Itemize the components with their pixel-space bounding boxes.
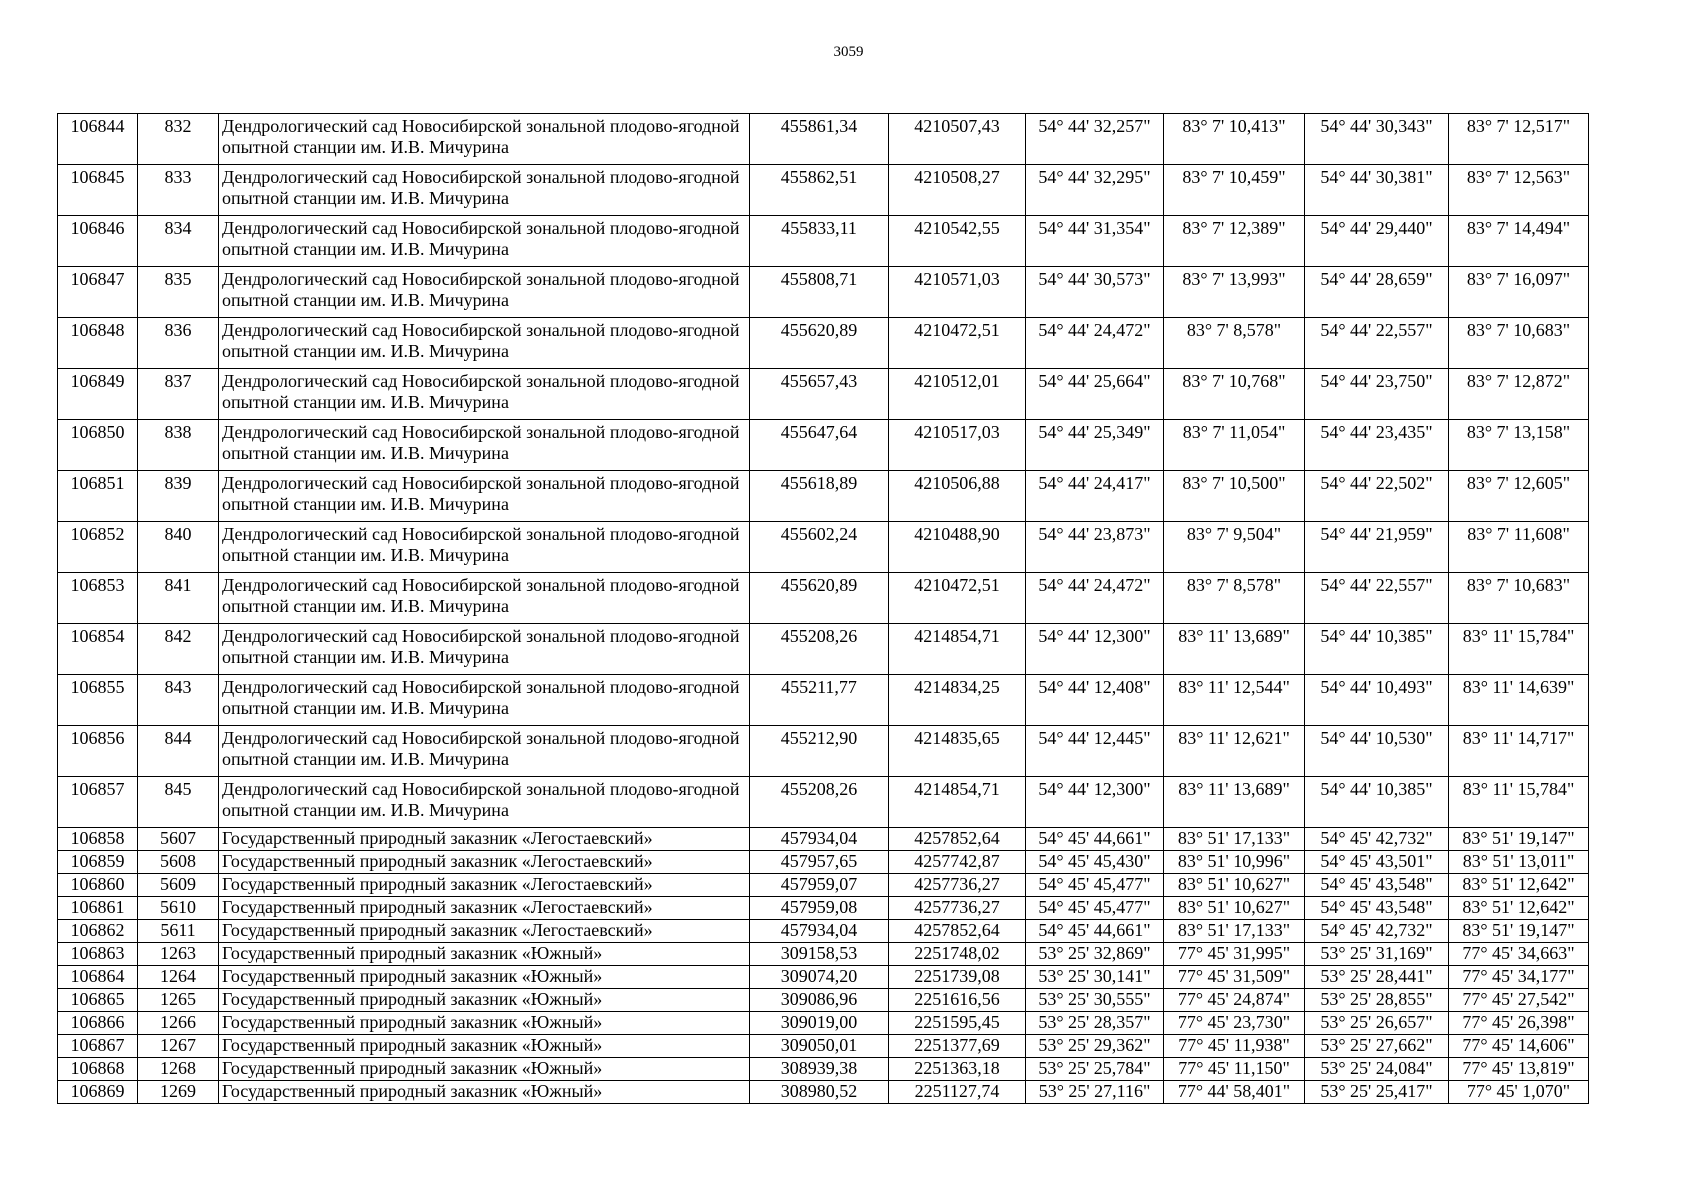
latitude-cell: 54° 44' 24,472"	[1026, 573, 1164, 624]
y-coordinate-cell: 2251739,08	[889, 966, 1026, 989]
latitude-alt-cell: 54° 44' 28,659"	[1305, 267, 1449, 318]
latitude-cell: 54° 45' 44,661"	[1026, 920, 1164, 943]
x-coordinate-cell: 455620,89	[750, 573, 889, 624]
x-coordinate-cell: 455862,51	[750, 165, 889, 216]
table-row	[58, 216, 1589, 267]
record-id-cell: 106846	[58, 216, 138, 267]
object-name-cell: Дендрологический сад Новосибирской зональной плодово-ягодной опытной станции им. И.В. Мичурина	[219, 318, 750, 369]
point-number-cell: 845	[138, 777, 219, 828]
y-coordinate-cell: 4210542,55	[889, 216, 1026, 267]
longitude-alt-cell: 83° 51' 19,147"	[1449, 828, 1589, 851]
point-number-cell: 1263	[138, 943, 219, 966]
record-id-cell: 106859	[58, 851, 138, 874]
object-name-cell: Дендрологический сад Новосибирской зональной плодово-ягодной опытной станции им. И.В. Мичурина	[219, 471, 750, 522]
record-id-cell: 106864	[58, 966, 138, 989]
page-number: 3059	[833, 44, 864, 60]
point-number-cell: 839	[138, 471, 219, 522]
record-id-cell: 106851	[58, 471, 138, 522]
longitude-cell: 83° 51' 10,996"	[1164, 851, 1305, 874]
x-coordinate-cell: 455861,34	[750, 114, 889, 165]
longitude-alt-cell: 83° 7' 14,494"	[1449, 216, 1589, 267]
object-name-cell: Государственный природный заказник «Легостаевский»	[219, 828, 750, 851]
latitude-cell: 53° 25' 32,869"	[1026, 943, 1164, 966]
latitude-alt-cell: 54° 44' 30,343"	[1305, 114, 1449, 165]
latitude-cell: 54° 44' 32,295"	[1026, 165, 1164, 216]
latitude-alt-cell: 53° 25' 28,855"	[1305, 989, 1449, 1012]
table-row	[58, 114, 1589, 165]
object-name-cell: Дендрологический сад Новосибирской зональной плодово-ягодной опытной станции им. И.В. Мичурина	[219, 777, 750, 828]
record-id-cell: 106868	[58, 1058, 138, 1081]
latitude-alt-cell: 54° 45' 42,732"	[1305, 828, 1449, 851]
latitude-alt-cell: 53° 25' 28,441"	[1305, 966, 1449, 989]
latitude-alt-cell: 54° 44' 10,385"	[1305, 777, 1449, 828]
x-coordinate-cell: 309074,20	[750, 966, 889, 989]
point-number-cell: 1268	[138, 1058, 219, 1081]
longitude-cell: 83° 51' 10,627"	[1164, 897, 1305, 920]
longitude-alt-cell: 83° 7' 11,608"	[1449, 522, 1589, 573]
latitude-cell: 54° 44' 30,573"	[1026, 267, 1164, 318]
longitude-cell: 83° 7' 8,578"	[1164, 318, 1305, 369]
record-id-cell: 106845	[58, 165, 138, 216]
record-id-cell: 106856	[58, 726, 138, 777]
point-number-cell: 844	[138, 726, 219, 777]
x-coordinate-cell: 457957,65	[750, 851, 889, 874]
x-coordinate-cell: 457934,04	[750, 920, 889, 943]
latitude-alt-cell: 54° 44' 10,530"	[1305, 726, 1449, 777]
latitude-alt-cell: 54° 45' 42,732"	[1305, 920, 1449, 943]
y-coordinate-cell: 2251377,69	[889, 1035, 1026, 1058]
latitude-cell: 54° 45' 44,661"	[1026, 828, 1164, 851]
point-number-cell: 5610	[138, 897, 219, 920]
latitude-alt-cell: 53° 25' 31,169"	[1305, 943, 1449, 966]
longitude-alt-cell: 83° 51' 13,011"	[1449, 851, 1589, 874]
record-id-cell: 106844	[58, 114, 138, 165]
object-name-cell: Государственный природный заказник «Южный»	[219, 1012, 750, 1035]
longitude-alt-cell: 77° 45' 34,663"	[1449, 943, 1589, 966]
table-row	[58, 1012, 1589, 1035]
longitude-cell: 77° 45' 31,509"	[1164, 966, 1305, 989]
x-coordinate-cell: 455808,71	[750, 267, 889, 318]
latitude-alt-cell: 54° 45' 43,501"	[1305, 851, 1449, 874]
y-coordinate-cell: 4214834,25	[889, 675, 1026, 726]
table-row	[58, 1035, 1589, 1058]
longitude-alt-cell: 83° 7' 12,517"	[1449, 114, 1589, 165]
longitude-alt-cell: 83° 7' 10,683"	[1449, 318, 1589, 369]
latitude-alt-cell: 54° 45' 43,548"	[1305, 874, 1449, 897]
point-number-cell: 833	[138, 165, 219, 216]
object-name-cell: Государственный природный заказник «Южный»	[219, 1035, 750, 1058]
record-id-cell: 106869	[58, 1081, 138, 1104]
longitude-cell: 83° 51' 10,627"	[1164, 874, 1305, 897]
latitude-alt-cell: 54° 44' 21,959"	[1305, 522, 1449, 573]
x-coordinate-cell: 455647,64	[750, 420, 889, 471]
longitude-alt-cell: 77° 45' 34,177"	[1449, 966, 1589, 989]
table-row	[58, 897, 1589, 920]
x-coordinate-cell: 455208,26	[750, 624, 889, 675]
longitude-alt-cell: 83° 51' 19,147"	[1449, 920, 1589, 943]
object-name-cell: Государственный природный заказник «Южный»	[219, 1058, 750, 1081]
table-row	[58, 943, 1589, 966]
longitude-alt-cell: 83° 7' 13,158"	[1449, 420, 1589, 471]
object-name-cell: Государственный природный заказник «Южный»	[219, 1081, 750, 1104]
point-number-cell: 832	[138, 114, 219, 165]
longitude-cell: 77° 44' 58,401"	[1164, 1081, 1305, 1104]
latitude-cell: 54° 44' 24,417"	[1026, 471, 1164, 522]
latitude-cell: 54° 44' 12,300"	[1026, 777, 1164, 828]
object-name-cell: Дендрологический сад Новосибирской зональной плодово-ягодной опытной станции им. И.В. Мичурина	[219, 114, 750, 165]
record-id-cell: 106863	[58, 943, 138, 966]
longitude-alt-cell: 83° 7' 16,097"	[1449, 267, 1589, 318]
table-row	[58, 966, 1589, 989]
record-id-cell: 106853	[58, 573, 138, 624]
table-row	[58, 675, 1589, 726]
table-row	[58, 471, 1589, 522]
x-coordinate-cell: 308939,38	[750, 1058, 889, 1081]
latitude-cell: 53° 25' 30,141"	[1026, 966, 1164, 989]
record-id-cell: 106861	[58, 897, 138, 920]
latitude-cell: 54° 45' 45,477"	[1026, 874, 1164, 897]
object-name-cell: Дендрологический сад Новосибирской зональной плодово-ягодной опытной станции им. И.В. Мичурина	[219, 267, 750, 318]
record-id-cell: 106858	[58, 828, 138, 851]
point-number-cell: 1264	[138, 966, 219, 989]
longitude-cell: 77° 45' 24,874"	[1164, 989, 1305, 1012]
y-coordinate-cell: 4210517,03	[889, 420, 1026, 471]
longitude-cell: 83° 51' 17,133"	[1164, 828, 1305, 851]
record-id-cell: 106855	[58, 675, 138, 726]
longitude-alt-cell: 77° 45' 14,606"	[1449, 1035, 1589, 1058]
object-name-cell: Дендрологический сад Новосибирской зональной плодово-ягодной опытной станции им. И.В. Мичурина	[219, 675, 750, 726]
point-number-cell: 1269	[138, 1081, 219, 1104]
latitude-alt-cell: 53° 25' 26,657"	[1305, 1012, 1449, 1035]
y-coordinate-cell: 4257852,64	[889, 828, 1026, 851]
y-coordinate-cell: 4214835,65	[889, 726, 1026, 777]
latitude-cell: 54° 44' 12,300"	[1026, 624, 1164, 675]
latitude-alt-cell: 54° 44' 22,557"	[1305, 318, 1449, 369]
object-name-cell: Дендрологический сад Новосибирской зональной плодово-ягодной опытной станции им. И.В. Мичурина	[219, 726, 750, 777]
point-number-cell: 835	[138, 267, 219, 318]
record-id-cell: 106850	[58, 420, 138, 471]
latitude-alt-cell: 54° 44' 10,385"	[1305, 624, 1449, 675]
longitude-cell: 83° 7' 10,768"	[1164, 369, 1305, 420]
latitude-alt-cell: 54° 44' 22,502"	[1305, 471, 1449, 522]
table-row	[58, 165, 1589, 216]
coordinates-table	[57, 113, 1589, 1104]
latitude-cell: 53° 25' 27,116"	[1026, 1081, 1164, 1104]
longitude-cell: 83° 11' 13,689"	[1164, 624, 1305, 675]
point-number-cell: 842	[138, 624, 219, 675]
latitude-cell: 54° 45' 45,430"	[1026, 851, 1164, 874]
longitude-alt-cell: 83° 7' 12,563"	[1449, 165, 1589, 216]
latitude-alt-cell: 54° 44' 23,750"	[1305, 369, 1449, 420]
longitude-alt-cell: 83° 51' 12,642"	[1449, 897, 1589, 920]
x-coordinate-cell: 455618,89	[750, 471, 889, 522]
longitude-alt-cell: 83° 7' 10,683"	[1449, 573, 1589, 624]
point-number-cell: 5608	[138, 851, 219, 874]
longitude-cell: 83° 7' 9,504"	[1164, 522, 1305, 573]
point-number-cell: 843	[138, 675, 219, 726]
longitude-cell: 83° 7' 10,413"	[1164, 114, 1305, 165]
y-coordinate-cell: 4257736,27	[889, 874, 1026, 897]
latitude-cell: 53° 25' 28,357"	[1026, 1012, 1164, 1035]
record-id-cell: 106854	[58, 624, 138, 675]
table-row	[58, 420, 1589, 471]
table-row	[58, 726, 1589, 777]
y-coordinate-cell: 4257852,64	[889, 920, 1026, 943]
point-number-cell: 1266	[138, 1012, 219, 1035]
y-coordinate-cell: 4210507,43	[889, 114, 1026, 165]
latitude-cell: 53° 25' 30,555"	[1026, 989, 1164, 1012]
x-coordinate-cell: 455657,43	[750, 369, 889, 420]
record-id-cell: 106852	[58, 522, 138, 573]
object-name-cell: Дендрологический сад Новосибирской зональной плодово-ягодной опытной станции им. И.В. Мичурина	[219, 216, 750, 267]
record-id-cell: 106860	[58, 874, 138, 897]
longitude-alt-cell: 77° 45' 27,542"	[1449, 989, 1589, 1012]
y-coordinate-cell: 2251127,74	[889, 1081, 1026, 1104]
y-coordinate-cell: 4214854,71	[889, 624, 1026, 675]
y-coordinate-cell: 4210488,90	[889, 522, 1026, 573]
x-coordinate-cell: 455212,90	[750, 726, 889, 777]
latitude-alt-cell: 53° 25' 25,417"	[1305, 1081, 1449, 1104]
point-number-cell: 5611	[138, 920, 219, 943]
y-coordinate-cell: 4214854,71	[889, 777, 1026, 828]
longitude-cell: 83° 11' 12,544"	[1164, 675, 1305, 726]
latitude-cell: 54° 44' 25,664"	[1026, 369, 1164, 420]
object-name-cell: Дендрологический сад Новосибирской зональной плодово-ягодной опытной станции им. И.В. Мичурина	[219, 522, 750, 573]
latitude-alt-cell: 54° 45' 43,548"	[1305, 897, 1449, 920]
longitude-cell: 83° 7' 10,459"	[1164, 165, 1305, 216]
latitude-cell: 54° 44' 24,472"	[1026, 318, 1164, 369]
longitude-alt-cell: 83° 11' 15,784"	[1449, 624, 1589, 675]
longitude-cell: 77° 45' 11,938"	[1164, 1035, 1305, 1058]
point-number-cell: 840	[138, 522, 219, 573]
table-row	[58, 851, 1589, 874]
longitude-cell: 83° 11' 12,621"	[1164, 726, 1305, 777]
record-id-cell: 106867	[58, 1035, 138, 1058]
longitude-cell: 83° 7' 8,578"	[1164, 573, 1305, 624]
table-row	[58, 874, 1589, 897]
longitude-alt-cell: 83° 11' 15,784"	[1449, 777, 1589, 828]
table-row	[58, 1058, 1589, 1081]
x-coordinate-cell: 309019,00	[750, 1012, 889, 1035]
point-number-cell: 841	[138, 573, 219, 624]
x-coordinate-cell: 455211,77	[750, 675, 889, 726]
y-coordinate-cell: 4210506,88	[889, 471, 1026, 522]
record-id-cell: 106857	[58, 777, 138, 828]
object-name-cell: Государственный природный заказник «Легостаевский»	[219, 920, 750, 943]
latitude-alt-cell: 54° 44' 22,557"	[1305, 573, 1449, 624]
longitude-cell: 77° 45' 23,730"	[1164, 1012, 1305, 1035]
x-coordinate-cell: 455833,11	[750, 216, 889, 267]
y-coordinate-cell: 2251616,56	[889, 989, 1026, 1012]
x-coordinate-cell: 455620,89	[750, 318, 889, 369]
point-number-cell: 5609	[138, 874, 219, 897]
table-row	[58, 989, 1589, 1012]
latitude-cell: 54° 44' 31,354"	[1026, 216, 1164, 267]
latitude-alt-cell: 54° 44' 29,440"	[1305, 216, 1449, 267]
y-coordinate-cell: 2251748,02	[889, 943, 1026, 966]
point-number-cell: 1267	[138, 1035, 219, 1058]
x-coordinate-cell: 455602,24	[750, 522, 889, 573]
longitude-alt-cell: 77° 45' 1,070"	[1449, 1081, 1589, 1104]
table-row	[58, 369, 1589, 420]
object-name-cell: Дендрологический сад Новосибирской зональной плодово-ягодной опытной станции им. И.В. Мичурина	[219, 165, 750, 216]
y-coordinate-cell: 4210472,51	[889, 318, 1026, 369]
point-number-cell: 837	[138, 369, 219, 420]
table-row	[58, 318, 1589, 369]
longitude-cell: 83° 7' 12,389"	[1164, 216, 1305, 267]
record-id-cell: 106865	[58, 989, 138, 1012]
latitude-cell: 53° 25' 25,784"	[1026, 1058, 1164, 1081]
longitude-cell: 83° 51' 17,133"	[1164, 920, 1305, 943]
object-name-cell: Государственный природный заказник «Южный»	[219, 966, 750, 989]
y-coordinate-cell: 4257742,87	[889, 851, 1026, 874]
longitude-alt-cell: 83° 11' 14,717"	[1449, 726, 1589, 777]
y-coordinate-cell: 4210571,03	[889, 267, 1026, 318]
latitude-alt-cell: 54° 44' 30,381"	[1305, 165, 1449, 216]
longitude-cell: 77° 45' 31,995"	[1164, 943, 1305, 966]
longitude-alt-cell: 77° 45' 13,819"	[1449, 1058, 1589, 1081]
table-row	[58, 777, 1589, 828]
table-row	[58, 267, 1589, 318]
longitude-cell: 83° 7' 10,500"	[1164, 471, 1305, 522]
longitude-alt-cell: 83° 7' 12,872"	[1449, 369, 1589, 420]
object-name-cell: Государственный природный заказник «Легостаевский»	[219, 851, 750, 874]
latitude-cell: 54° 44' 12,408"	[1026, 675, 1164, 726]
longitude-alt-cell: 83° 11' 14,639"	[1449, 675, 1589, 726]
point-number-cell: 834	[138, 216, 219, 267]
table-row	[58, 624, 1589, 675]
object-name-cell: Государственный природный заказник «Южный»	[219, 989, 750, 1012]
longitude-cell: 77° 45' 11,150"	[1164, 1058, 1305, 1081]
latitude-alt-cell: 54° 44' 10,493"	[1305, 675, 1449, 726]
table-row	[58, 1081, 1589, 1104]
y-coordinate-cell: 4210508,27	[889, 165, 1026, 216]
x-coordinate-cell: 457934,04	[750, 828, 889, 851]
record-id-cell: 106866	[58, 1012, 138, 1035]
table-body	[58, 114, 1589, 1104]
longitude-alt-cell: 77° 45' 26,398"	[1449, 1012, 1589, 1035]
table-row	[58, 522, 1589, 573]
longitude-alt-cell: 83° 51' 12,642"	[1449, 874, 1589, 897]
y-coordinate-cell: 4210472,51	[889, 573, 1026, 624]
latitude-alt-cell: 53° 25' 24,084"	[1305, 1058, 1449, 1081]
latitude-cell: 54° 44' 23,873"	[1026, 522, 1164, 573]
longitude-cell: 83° 11' 13,689"	[1164, 777, 1305, 828]
latitude-cell: 54° 45' 45,477"	[1026, 897, 1164, 920]
y-coordinate-cell: 2251595,45	[889, 1012, 1026, 1035]
object-name-cell: Государственный природный заказник «Южный»	[219, 943, 750, 966]
table-row	[58, 573, 1589, 624]
point-number-cell: 836	[138, 318, 219, 369]
point-number-cell: 5607	[138, 828, 219, 851]
object-name-cell: Государственный природный заказник «Легостаевский»	[219, 897, 750, 920]
x-coordinate-cell: 455208,26	[750, 777, 889, 828]
record-id-cell: 106847	[58, 267, 138, 318]
object-name-cell: Дендрологический сад Новосибирской зональной плодово-ягодной опытной станции им. И.В. Мичурина	[219, 420, 750, 471]
point-number-cell: 838	[138, 420, 219, 471]
latitude-cell: 54° 44' 25,349"	[1026, 420, 1164, 471]
longitude-alt-cell: 83° 7' 12,605"	[1449, 471, 1589, 522]
object-name-cell: Дендрологический сад Новосибирской зональной плодово-ягодной опытной станции им. И.В. Мичурина	[219, 573, 750, 624]
x-coordinate-cell: 457959,07	[750, 874, 889, 897]
y-coordinate-cell: 4210512,01	[889, 369, 1026, 420]
latitude-cell: 54° 44' 12,445"	[1026, 726, 1164, 777]
latitude-alt-cell: 53° 25' 27,662"	[1305, 1035, 1449, 1058]
latitude-cell: 54° 44' 32,257"	[1026, 114, 1164, 165]
y-coordinate-cell: 4257736,27	[889, 897, 1026, 920]
point-number-cell: 1265	[138, 989, 219, 1012]
object-name-cell: Государственный природный заказник «Легостаевский»	[219, 874, 750, 897]
table-row	[58, 920, 1589, 943]
object-name-cell: Дендрологический сад Новосибирской зональной плодово-ягодной опытной станции им. И.В. Мичурина	[219, 369, 750, 420]
latitude-cell: 53° 25' 29,362"	[1026, 1035, 1164, 1058]
x-coordinate-cell: 309050,01	[750, 1035, 889, 1058]
x-coordinate-cell: 309086,96	[750, 989, 889, 1012]
x-coordinate-cell: 457959,08	[750, 897, 889, 920]
record-id-cell: 106862	[58, 920, 138, 943]
x-coordinate-cell: 308980,52	[750, 1081, 889, 1104]
longitude-cell: 83° 7' 11,054"	[1164, 420, 1305, 471]
longitude-cell: 83° 7' 13,993"	[1164, 267, 1305, 318]
x-coordinate-cell: 309158,53	[750, 943, 889, 966]
y-coordinate-cell: 2251363,18	[889, 1058, 1026, 1081]
latitude-alt-cell: 54° 44' 23,435"	[1305, 420, 1449, 471]
object-name-cell: Дендрологический сад Новосибирской зональной плодово-ягодной опытной станции им. И.В. Мичурина	[219, 624, 750, 675]
table-row	[58, 828, 1589, 851]
record-id-cell: 106849	[58, 369, 138, 420]
record-id-cell: 106848	[58, 318, 138, 369]
